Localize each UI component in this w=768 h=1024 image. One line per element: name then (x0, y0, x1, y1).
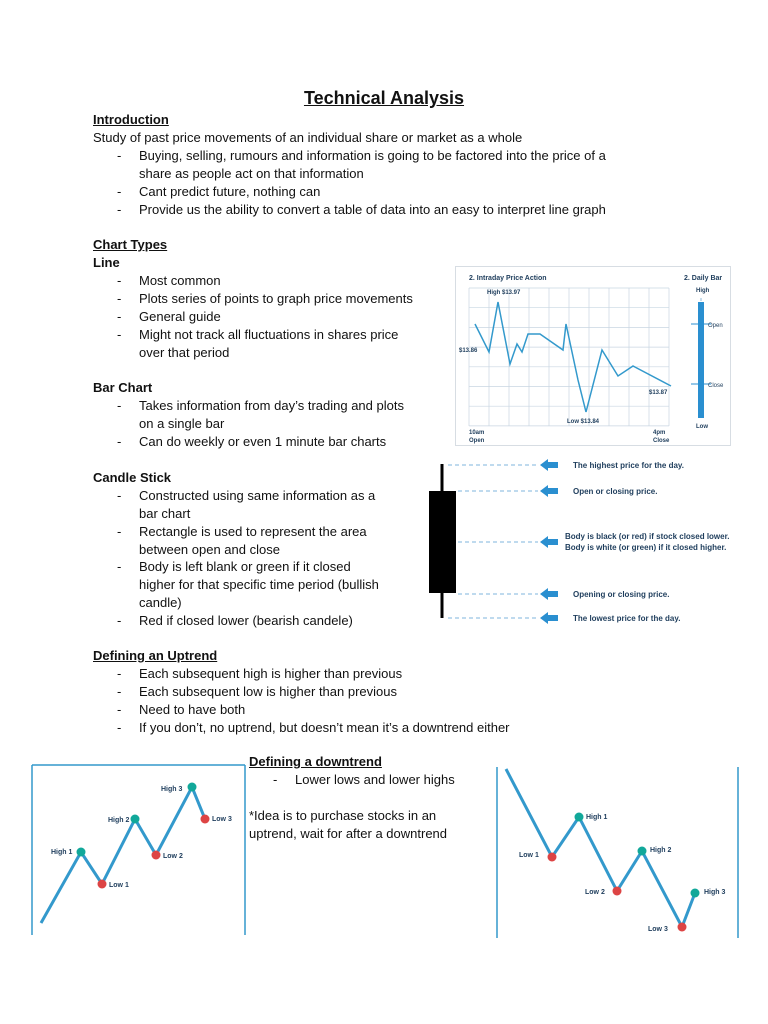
low-marker (548, 853, 557, 862)
open-price-label: $13.86 (459, 348, 478, 354)
candle-bullet: Body is left blank or green if it closed (139, 559, 351, 574)
intro-bullet: Buying, selling, rumours and information is going to be factored into the price of a (139, 148, 606, 163)
bar-chart-heading: Bar Chart (93, 380, 153, 395)
bullet-dash: - (117, 559, 122, 574)
uptrend-bullet: If you don’t, no uptrend, but doesn’t mean it’s a downtrend either (139, 720, 510, 735)
chart-types-heading: Chart Types (93, 237, 168, 252)
x-end-label: 4pm (653, 430, 666, 436)
bullet-dash: - (117, 398, 122, 413)
arrow-left-icon (540, 459, 558, 471)
line-bullet: over that period (139, 345, 230, 360)
downtrend-note: uptrend, wait for after a downtrend (249, 826, 448, 841)
daily-low-label: Low (696, 424, 708, 430)
line-heading: Line (93, 255, 120, 270)
low-marker (613, 887, 622, 896)
bullet-dash: - (117, 684, 122, 699)
arrow-left-icon (540, 588, 558, 600)
candle-bullet: candle) (139, 595, 182, 610)
high-marker (188, 783, 197, 792)
downtrend-heading: Defining a downtrend (249, 754, 382, 769)
candle-label-body-lower: Body is black (or red) if stock closed lower. (565, 532, 730, 541)
candle-label-low: The lowest price for the day. (573, 614, 681, 623)
introduction-heading: Introduction (93, 112, 169, 127)
low-price-label: Low $13.84 (567, 419, 600, 425)
candle-bullet: Red if closed lower (bearish candele) (139, 613, 353, 628)
uptrend-label: High 3 (161, 786, 183, 793)
bar-bullet: Can do weekly or even 1 minute bar charts (139, 434, 387, 449)
high-marker (638, 847, 647, 856)
intro-bullet: share as people act on that information (139, 166, 364, 181)
low-marker (98, 880, 107, 889)
candle-bullet: bar chart (139, 506, 191, 521)
line-bullet: Plots series of points to graph price movements (139, 291, 413, 306)
bullet-dash: - (117, 613, 122, 628)
candle-stick-heading: Candle Stick (93, 470, 172, 485)
intraday-price-figure (455, 266, 731, 446)
downtrend-label: High 2 (650, 847, 672, 854)
downtrend-label: High 3 (704, 889, 726, 896)
daily-open-label: Open (708, 323, 723, 329)
bullet-dash: - (117, 309, 122, 324)
candle-bullet: between open and close (139, 542, 280, 557)
uptrend-heading: Defining an Uptrend (93, 648, 218, 663)
daily-bar (698, 302, 704, 418)
uptrend-label: High 2 (108, 817, 130, 824)
intraday-title: 2. Intraday Price Action (469, 275, 547, 282)
bullet-dash: - (117, 148, 122, 163)
candle-bullet: Constructed using same information as a (139, 488, 376, 503)
uptrend-label: Low 2 (163, 853, 183, 860)
high-marker (691, 889, 700, 898)
bullet-dash: - (117, 291, 122, 306)
introduction-text: Study of past price movements of an individual share or market as a whole (93, 130, 523, 145)
close-price-label: $13.87 (649, 390, 668, 396)
bullet-dash: - (117, 184, 122, 199)
bullet-dash: - (117, 666, 122, 681)
bullet-dash: - (117, 434, 122, 449)
bar-bullet: Takes information from day’s trading and plots (139, 398, 404, 413)
bullet-dash: - (117, 720, 122, 735)
daily-high-label: High (696, 288, 710, 294)
downtrend-note: *Idea is to purchase stocks in an (249, 808, 437, 823)
daily-bar-title: 2. Daily Bar (684, 275, 723, 282)
bullet-dash: - (273, 772, 278, 787)
bullet-dash: - (117, 327, 122, 342)
daily-close-label: Close (708, 383, 724, 389)
high-marker (131, 815, 140, 824)
bullet-dash: - (117, 702, 122, 717)
page-title: Technical Analysis (303, 88, 465, 108)
bullet-dash: - (117, 273, 122, 288)
uptrend-bullet: Each subsequent high is higher than previous (139, 666, 403, 681)
line-bullet: Most common (139, 273, 221, 288)
bullet-dash: - (117, 524, 122, 539)
uptrend-bullet: Each subsequent low is higher than previous (139, 684, 397, 699)
candle-label-high: The highest price for the day. (573, 461, 684, 470)
downtrend-bullet: Lower lows and lower highs (295, 772, 455, 787)
line-bullet: General guide (139, 309, 221, 324)
bar-bullet: on a single bar (139, 416, 225, 431)
downtrend-chart (496, 763, 740, 938)
bullet-dash: - (117, 202, 122, 217)
uptrend-chart (31, 763, 246, 935)
high-price-label: High $13.97 (487, 290, 521, 296)
low-marker (201, 815, 210, 824)
downtrend-label: High 1 (586, 814, 608, 821)
uptrend-label: Low 1 (109, 882, 129, 889)
candle-body (429, 491, 456, 593)
downtrend-label: Low 3 (648, 926, 668, 933)
arrow-left-icon (540, 612, 558, 624)
uptrend-label: High 1 (51, 849, 73, 856)
candle-label-opening: Opening or closing price. (573, 590, 670, 599)
intro-bullet: Cant predict future, nothing can (139, 184, 321, 199)
candle-label-body-higher: Body is white (or green) if it closed higher. (565, 543, 727, 552)
downtrend-label: Low 2 (585, 889, 605, 896)
candle-bullet: higher for that specific time period (bullish (139, 577, 379, 592)
candlestick-figure (420, 456, 760, 626)
line-bullet: Might not track all fluctuations in shares price (139, 327, 399, 342)
x-end-sublabel: Close (653, 438, 670, 444)
high-marker (575, 813, 584, 822)
bullet-dash: - (117, 488, 122, 503)
downtrend-label: Low 1 (519, 852, 539, 859)
low-marker (678, 923, 687, 932)
arrow-left-icon (540, 485, 558, 497)
candle-bullet: Rectangle is used to represent the area (139, 524, 367, 539)
arrow-left-icon (540, 536, 558, 548)
intro-bullet: Provide us the ability to convert a table of data into an easy to interpret line graph (139, 202, 606, 217)
low-marker (152, 851, 161, 860)
x-start-sublabel: Open (469, 438, 485, 444)
candle-label-open-close: Open or closing price. (573, 487, 658, 496)
uptrend-label: Low 3 (212, 816, 232, 823)
uptrend-bullet: Need to have both (139, 702, 246, 717)
high-marker (77, 848, 86, 857)
x-start-label: 10am (469, 430, 485, 436)
